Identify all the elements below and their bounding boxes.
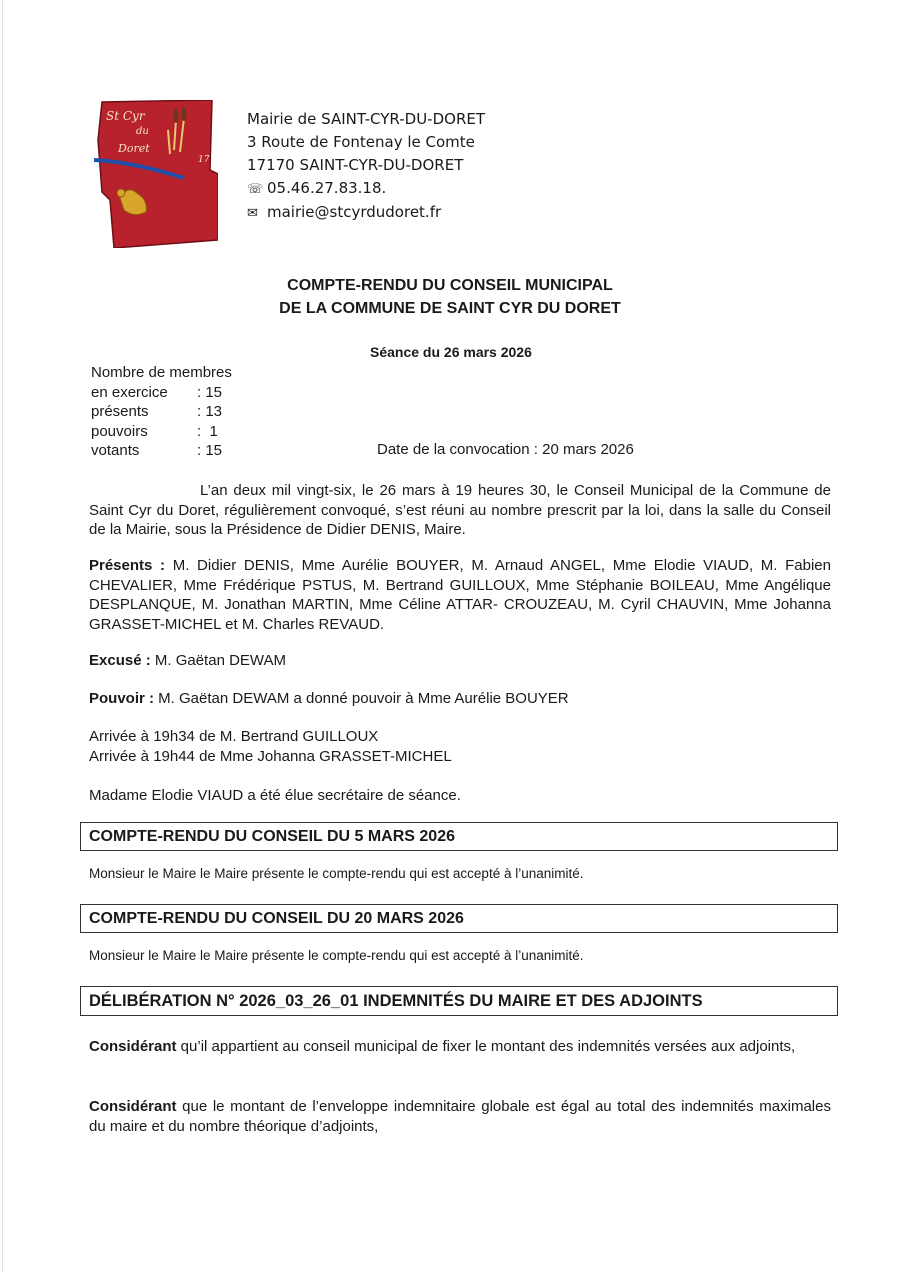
members-row xyxy=(91,441,232,461)
phone-line xyxy=(247,177,485,201)
phone-icon: ☏ xyxy=(247,182,264,197)
section-text: Monsieur le Maire le Maire présente le compte-rendu qui est accepté à l’unanimité. xyxy=(89,866,584,881)
title-line-1: COMPTE-RENDU DU CONSEIL MUNICIPAL xyxy=(287,277,613,294)
members-heading: Nombre de membres xyxy=(91,364,232,381)
pouvoir-label: Pouvoir : xyxy=(89,690,155,707)
secretary-line: Madame Elodie VIAUD a été élue secrétaire de séance. xyxy=(89,787,461,804)
commune-logo xyxy=(94,100,218,248)
considerant-label: Considérant xyxy=(89,1098,177,1115)
members-value: : 1 xyxy=(197,422,218,440)
presents-text: M. Didier DENIS, Mme Aurélie BOUYER, M. Arnaud ANGEL, Mme Elodie VIAUD, M. Fabien CHEVALIER, Mme Frédérique PSTUS, M. Bertrand GUILLOUX, Mme Stéphanie BOILEAU, Mme Angélique DESPLANQUE, M. Jonathan MARTIN, Mme Céline ATTAR- CROUZEAU, M. Cyril CHAUVIN, Mme Johanna GRASSET-MICHEL et M. Charles REVAUD. xyxy=(89,557,831,633)
mairie-name: Mairie de SAINT-CYR-DU-DORET xyxy=(247,110,486,128)
mail-icon: ✉ xyxy=(247,206,258,221)
section-heading: COMPTE-RENDU DU CONSEIL DU 20 MARS 2026 xyxy=(80,904,838,933)
considerant-label: Considérant xyxy=(89,1038,177,1055)
intro-paragraph: L’an deux mil vingt-six, le 26 mars à 19 heures 30, le Conseil Municipal de la Commune de Saint Cyr du Doret, régulièrement convoqué, s’est réuni au nombre prescrit par la loi, dans la salle du Conseil de la Mairie, sous la Présidence de Didier DENIS, Maire. xyxy=(89,482,831,538)
convocation-date: Date de la convocation : 20 mars 2026 xyxy=(377,441,634,458)
excuse-label: Excusé : xyxy=(89,652,151,669)
considerant-paragraph xyxy=(89,1037,831,1057)
members-row xyxy=(91,402,232,422)
email-address: mairie@stcyrdudoret.fr xyxy=(267,203,442,221)
section-heading: COMPTE-RENDU DU CONSEIL DU 5 MARS 2026 xyxy=(80,822,838,851)
members-row xyxy=(91,383,232,403)
excuse-text: M. Gaëtan DEWAM xyxy=(150,652,287,669)
members-count xyxy=(91,363,232,461)
members-value: : 13 xyxy=(197,403,223,420)
considerant-text: que le montant de l’enveloppe indemnitaire globale est égal au total des indemnités maximales du maire et du nombre théorique d’adjoints, xyxy=(89,1098,831,1135)
members-label: votants xyxy=(91,442,140,459)
members-value: : 15 xyxy=(197,383,223,401)
logo-text-3: Doret xyxy=(118,142,150,155)
logo-dept: 17 xyxy=(198,155,210,165)
title-line-2: DE LA COMMUNE DE SAINT CYR DU DORET xyxy=(279,300,621,317)
seance-date: Séance du 26 mars 2026 xyxy=(370,344,532,360)
scan-edge xyxy=(2,0,3,1272)
logo-text-1: St Cyr xyxy=(106,109,145,123)
excuse-paragraph xyxy=(89,651,831,671)
street-address: 3 Route de Fontenay le Comte xyxy=(247,133,475,151)
logo-text-2: du xyxy=(136,126,149,137)
members-label: pouvoirs xyxy=(91,422,148,440)
document-title xyxy=(0,274,900,320)
email-line xyxy=(247,201,485,225)
presents-paragraph xyxy=(89,556,831,634)
phone-number: 05.46.27.83.18. xyxy=(267,179,387,197)
city-address: 17170 SAINT-CYR-DU-DORET xyxy=(247,156,464,174)
members-value: : 15 xyxy=(197,442,223,459)
arrival-line: Arrivée à 19h44 de Mme Johanna GRASSET-MICHEL xyxy=(89,747,452,765)
presents-label: Présents : xyxy=(89,557,166,574)
considerant-text: qu’il appartient au conseil municipal de fixer le montant des indemnités versées aux adjoints, xyxy=(176,1038,796,1055)
members-label: en exercice xyxy=(91,383,168,401)
section-text: Monsieur le Maire le Maire présente le compte-rendu qui est accepté à l’unanimité. xyxy=(89,948,584,963)
considerant-paragraph xyxy=(89,1097,831,1136)
members-row xyxy=(91,422,232,442)
members-label: présents xyxy=(91,403,149,420)
arrivals xyxy=(89,727,831,766)
arrival-line: Arrivée à 19h34 de M. Bertrand GUILLOUX xyxy=(89,728,379,745)
pouvoir-text: M. Gaëtan DEWAM a donné pouvoir à Mme Aurélie BOUYER xyxy=(154,690,569,707)
section-heading: DÉLIBÉRATION N° 2026_03_26_01 INDEMNITÉS DU MAIRE ET DES ADJOINTS xyxy=(80,986,838,1016)
pouvoir-paragraph xyxy=(89,689,831,709)
address-block xyxy=(247,108,485,225)
